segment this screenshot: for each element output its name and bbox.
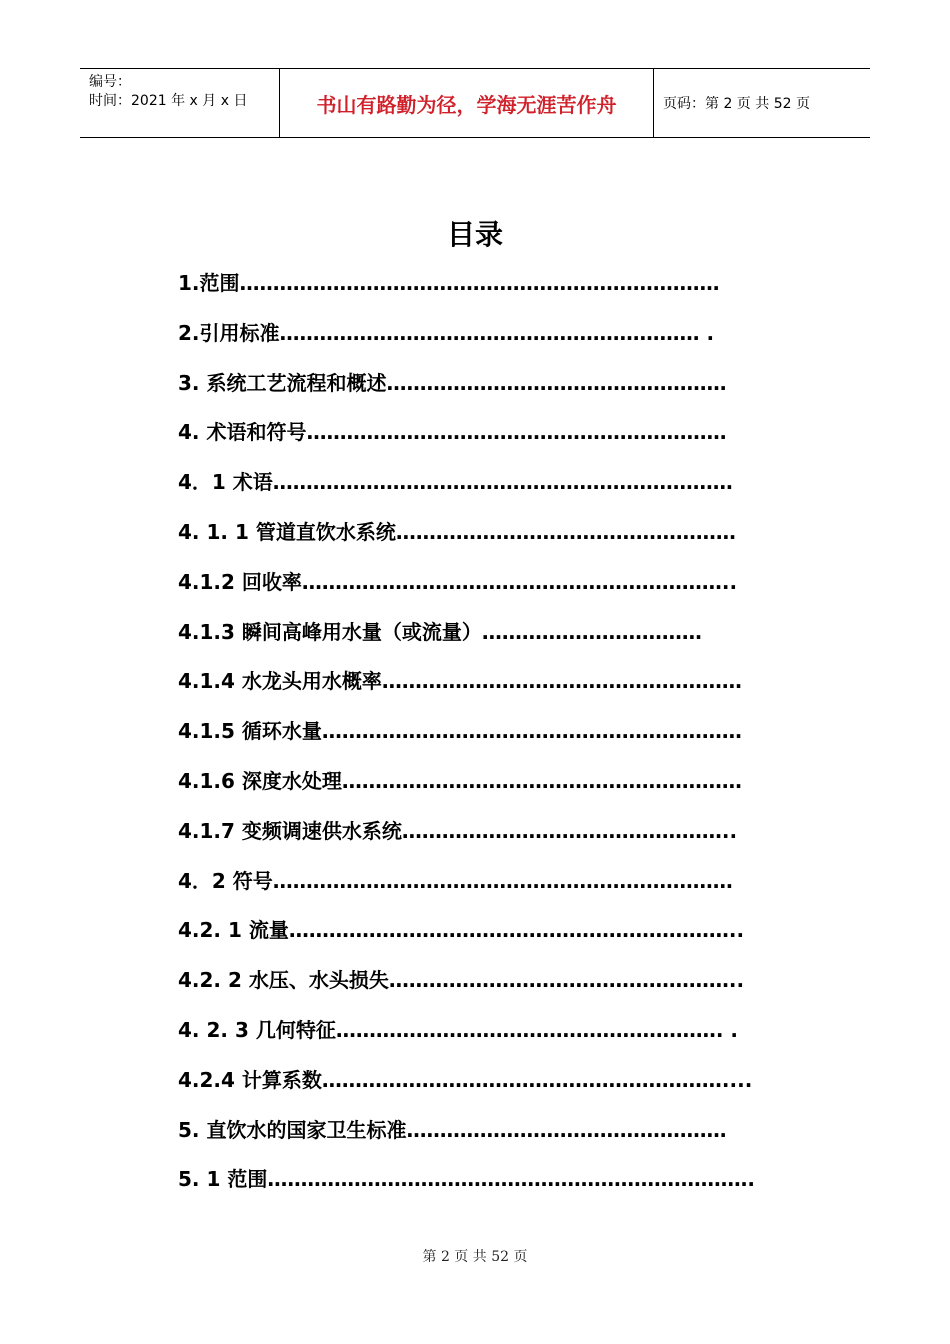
- header-motto: 书山有路勤为径，学海无涯苦作舟: [280, 69, 654, 137]
- toc-item[interactable]: 4.1.4 水龙头用水概率………………………………………………: [178, 669, 742, 694]
- toc-item[interactable]: 4.1.6 深度水处理……………………………………………………: [178, 768, 742, 793]
- toc-item[interactable]: 5. 直饮水的国家卫生标准…………………………………………: [178, 1117, 727, 1142]
- toc-item[interactable]: 4.2. 1 流量…………………………………………………………..: [178, 918, 745, 943]
- header-meta: [80, 69, 280, 137]
- toc-item[interactable]: 4.1.5 循环水量………………………………………………………: [178, 719, 742, 744]
- toc-item[interactable]: 4. 2. 3 几何特征…………………………………………………. .: [178, 1017, 738, 1042]
- toc-item[interactable]: 4.2.4 计算系数……………………………………………………....: [178, 1067, 753, 1092]
- toc-item[interactable]: 4.1.7 变频调速供水系统…………………………………………..: [178, 818, 738, 843]
- toc-item[interactable]: 4.1.3 瞬间高峰用水量（或流量）……………………………: [178, 619, 702, 644]
- toc-title: 目录: [446, 218, 503, 251]
- toc-item[interactable]: 3. 系统工艺流程和概述……………………………………………: [178, 370, 727, 395]
- toc-item[interactable]: 5. 1 范围……………………………………………………………….: [178, 1167, 755, 1192]
- toc-item[interactable]: 4．2 符号……………………………………………………………: [178, 868, 733, 893]
- page-footer: 第 2 页 共 52 页: [422, 1249, 528, 1265]
- toc-list: [178, 266, 768, 1212]
- toc-item[interactable]: 1.范围………………………………………………………………: [178, 271, 720, 295]
- toc-item[interactable]: 4.2. 2 水压、水头损失……………………………………………..: [178, 968, 745, 993]
- toc-item[interactable]: 2.引用标准……………………………………………………… .: [178, 320, 715, 345]
- header-number: 编号：: [89, 74, 131, 90]
- toc-item[interactable]: 4.1.2 回收率………………………………………………………..: [178, 569, 738, 594]
- header-time: 时间：2021 年 x 月 x 日: [89, 93, 248, 109]
- toc-item[interactable]: 4. 1. 1 管道直饮水系统……………………………………………: [178, 519, 736, 544]
- toc-item[interactable]: 4．1 术语……………………………………………………………: [178, 470, 733, 495]
- header-page-info: 页码：第 2 页 共 52 页: [663, 96, 810, 112]
- page-header: [80, 68, 870, 138]
- toc-item[interactable]: 4. 术语和符号………………………………………………………: [178, 420, 727, 445]
